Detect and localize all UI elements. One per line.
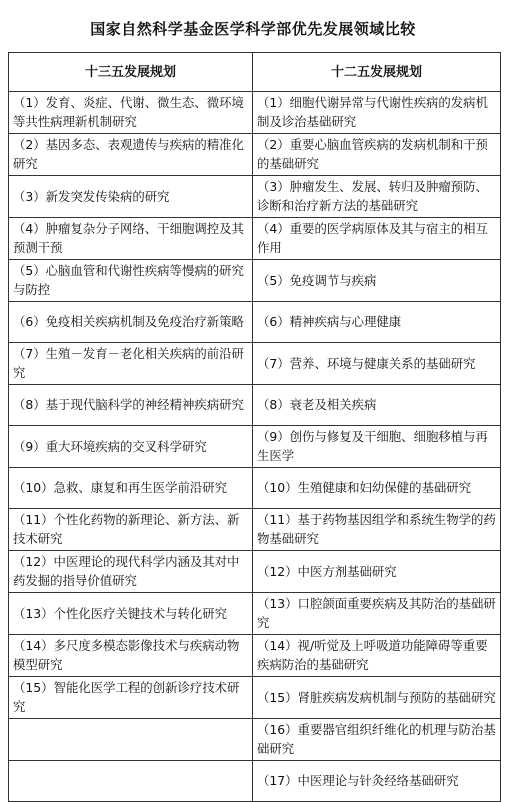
cell-text: （6）精神疾病与心理健康 [257, 314, 402, 329]
cell-12th-plan [253, 551, 501, 593]
page-title: 国家自然科学基金医学科学部优先发展领域比较 [90, 20, 416, 38]
cell-12th-plan [253, 343, 501, 385]
cell-text: （6）免疫相关疾病机制及免疫治疗新策略 [13, 314, 244, 329]
cell-12th-plan [253, 385, 501, 426]
table-row [9, 468, 501, 509]
cell-12th-plan [253, 426, 501, 468]
cell-text: （14）视/听觉及上呼吸道功能障碍等重要疾病防治的基础研究 [257, 638, 488, 672]
cell-text: （10）生殖健康和妇幼保健的基础研究 [257, 480, 472, 495]
cell-12th-plan [253, 593, 501, 635]
column-header-12th-plan: 十二五发展规划 [253, 53, 501, 92]
cell-text: （15）智能化医学工程的创新诊疗技术研究 [13, 680, 240, 714]
cell-text: （12）中医方剂基础研究 [257, 563, 397, 579]
cell-text: （4）肿瘤复杂分子网络、干细胞调控及其预测干预 [13, 221, 244, 255]
cell-12th-plan [253, 635, 501, 677]
cell-text: （2）基因多态、表观遗传与疾病的精准化研究 [13, 137, 244, 171]
cell-13th-plan [9, 134, 253, 176]
cell-text: （4）重要的医学病原体及其与宿主的相互作用 [257, 221, 488, 255]
table-row [9, 343, 501, 385]
cell-13th-plan [9, 426, 253, 468]
cell-text: （2）重要心脑血管疾病的发病机制和干预的基础研究 [257, 137, 488, 171]
cell-text: （10）急救、康复和再生医学前沿研究 [13, 480, 228, 495]
column-header-13th-plan: 十三五发展规划 [9, 53, 253, 92]
cell-12th-plan [253, 468, 501, 509]
cell-text: （14）多尺度多模态影像技术与疾病动物模型研究 [13, 638, 240, 672]
cell-text: （13）口腔颌面重要疾病及其防治的基础研究 [257, 596, 496, 630]
cell-text: （11）基于药物基因组学和系统生物学的药物基础研究 [257, 512, 496, 546]
cell-12th-plan [253, 719, 501, 761]
cell-13th-plan [9, 260, 253, 302]
cell-12th-plan [253, 509, 501, 551]
cell-13th-plan [9, 719, 253, 761]
table-row [9, 92, 501, 134]
table-row [9, 385, 501, 426]
table-row [9, 677, 501, 719]
cell-text: （7）生殖－发育－老化相关疾病的前沿研究 [13, 346, 244, 380]
table-row [9, 302, 501, 343]
table-row [9, 426, 501, 468]
cell-12th-plan [253, 677, 501, 719]
cell-text: （3）新发突发传染病的研究 [13, 188, 170, 204]
cell-text: （13）个性化医疗关键技术与转化研究 [13, 605, 228, 621]
cell-text: （8）基于现代脑科学的神经精神疾病研究 [13, 397, 244, 412]
cell-text: （12）中医理论的现代科学内涵及其对中药发掘的指导价值研究 [13, 554, 240, 588]
table-row [9, 635, 501, 677]
cell-text: （16）重要器官组织纤维化的机理与防治基础研究 [257, 722, 496, 756]
table-row [9, 218, 501, 260]
table-row [9, 260, 501, 302]
cell-13th-plan [9, 593, 253, 635]
cell-text: （5）心脑血管和代谢性疾病等慢病的研究与防控 [13, 263, 244, 297]
cell-text: （9）创伤与修复及干细胞、细胞移植与再生医学 [257, 429, 488, 463]
cell-12th-plan [253, 302, 501, 343]
table-row [9, 176, 501, 218]
table-row [9, 719, 501, 761]
cell-13th-plan [9, 92, 253, 134]
cell-text: （11）个性化药物的新理论、新方法、新技术研究 [13, 512, 240, 546]
cell-text: （1）细胞代谢异常与代谢性疾病的发病机制及诊治基础研究 [257, 95, 488, 129]
table-row [9, 551, 501, 593]
cell-12th-plan [253, 134, 501, 176]
cell-text: （1）发育、炎症、代谢、微生态、微环境等共性病理新机制研究 [13, 95, 244, 129]
table-row [9, 593, 501, 635]
cell-13th-plan [9, 385, 253, 426]
cell-text: （8）衰老及相关疾病 [257, 397, 377, 412]
cell-13th-plan [9, 218, 253, 260]
table-row [9, 761, 501, 802]
cell-13th-plan [9, 302, 253, 343]
cell-text: （17）中医理论与针灸经络基础研究 [257, 773, 459, 788]
cell-12th-plan [253, 176, 501, 218]
cell-12th-plan [253, 260, 501, 302]
cell-13th-plan [9, 677, 253, 719]
table-row [9, 509, 501, 551]
table-row [9, 134, 501, 176]
cell-text: （5）免疫调节与疾病 [257, 272, 377, 288]
cell-text: （3）肿瘤发生、发展、转归及肿瘤预防、诊断和治疗新方法的基础研究 [257, 179, 488, 213]
table-body [9, 92, 501, 802]
cell-13th-plan [9, 509, 253, 551]
cell-13th-plan [9, 761, 253, 802]
cell-12th-plan [253, 218, 501, 260]
cell-12th-plan [253, 92, 501, 134]
cell-text: （7）营养、环境与健康关系的基础研究 [257, 355, 476, 371]
cell-text: （15）肾脏疾病发病机制与预防的基础研究 [257, 689, 496, 705]
cell-13th-plan [9, 343, 253, 385]
table-header-row [9, 53, 501, 92]
comparison-table [8, 52, 501, 802]
cell-12th-plan [253, 761, 501, 802]
cell-13th-plan [9, 176, 253, 218]
cell-13th-plan [9, 468, 253, 509]
cell-text: （9）重大环境疾病的交叉科学研究 [13, 438, 207, 454]
cell-13th-plan [9, 635, 253, 677]
cell-13th-plan [9, 551, 253, 593]
